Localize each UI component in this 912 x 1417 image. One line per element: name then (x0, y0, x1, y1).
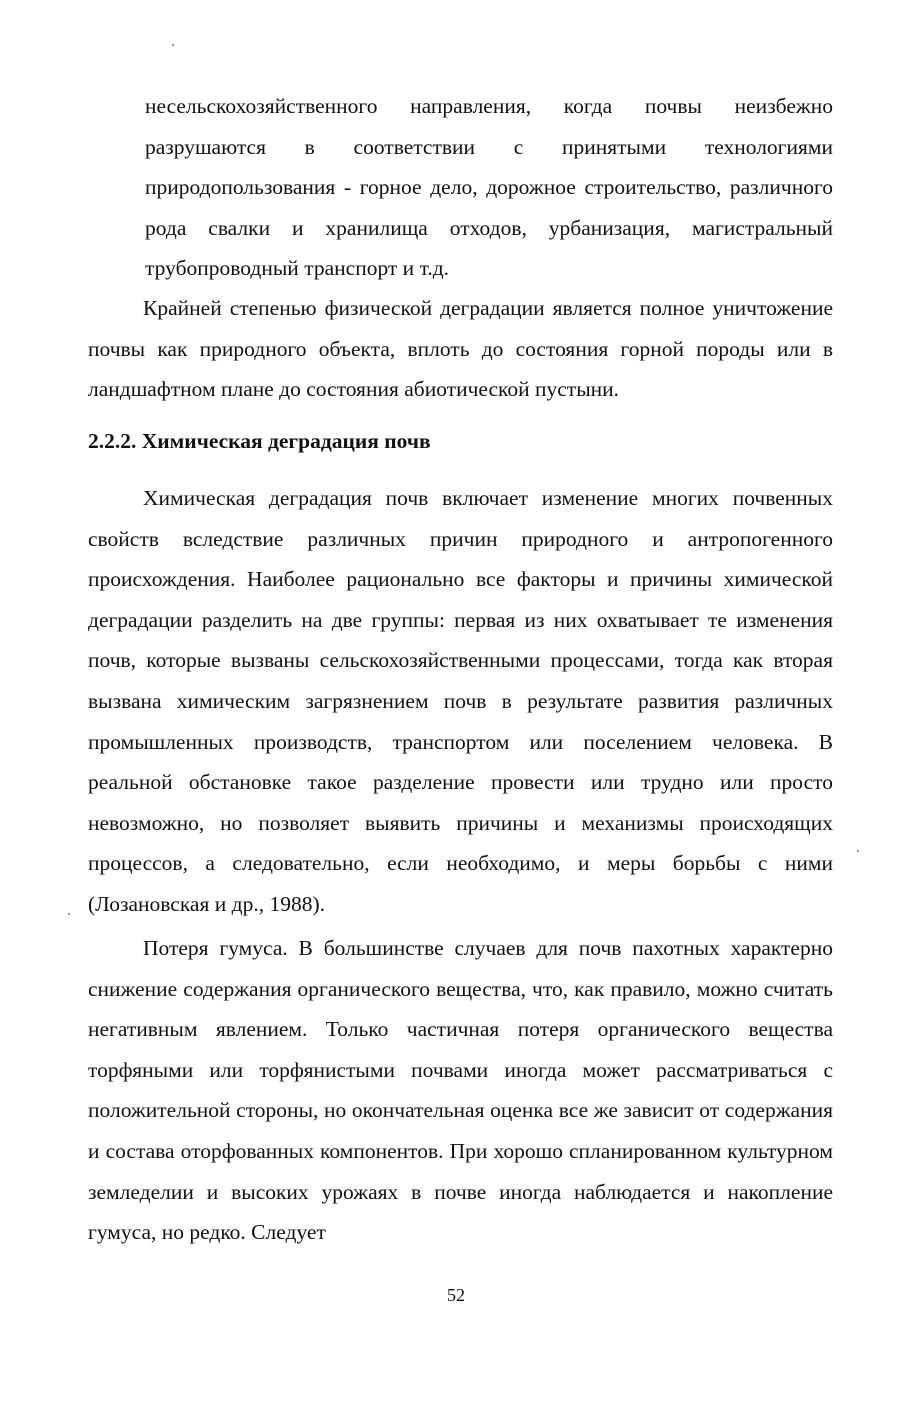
paragraph-humus-loss (88, 928, 833, 1253)
paragraph-chemical-degradation (88, 478, 833, 925)
page-number: 52 (447, 1285, 465, 1305)
paragraph-text: Крайней степенью физической деградации является полное уничтожение почвы как природного объекта, вплоть до состояния горной породы или в ландшафтном плане до состояния абиотической пустыни. (88, 296, 833, 402)
scan-speck (172, 44, 174, 46)
list-item-continuation: несельскохозяйственного направления, когда почвы неизбежно разрушаются в соответствии с принятыми технологиями природопользования - горное дело, дорожное строительство, различного рода свалки и хранилища отходов, урбанизация, магистральный трубопроводный транспорт и т.д. (145, 94, 833, 281)
paragraph-text: Потеря гумуса. В большинстве случаев для почв пахотных характерно снижение содержания органического вещества, что, как правило, можно считать негативным явлением. Только частичная потеря органического вещества торфяными или торфянистыми почвами иногда может рассматриваться с положительной стороны, но окончательная оценка все же зависит от содержания и состава оторфованных компонентов. При хорошо спланированном культурном земледелии и высоких урожаях в почве иногда наблюдается и накопление гумуса, но редко. Следует (88, 936, 833, 1245)
scan-speck (68, 913, 70, 915)
scan-speck (857, 850, 859, 852)
paragraph-text: Химическая деградация почв включает изменение многих почвенных свойств вследствие различных причин природного и антропогенного происхождения. Наиболее рационально все факторы и причины химической деградации разделить на две группы: первая из них охватывает те изменения почв, которые вызваны сельскохозяйственными процессами, тогда как вторая вызвана химическим загрязнением почв в результате развития различных промышленных производств, транспортом или поселением человека. В реальной обстановке такое разделение провести или трудно или просто невозможно, но позволяет выявить причины и механизмы происходящих процессов, а следовательно, если необходимо, и меры борьбы с ними (Лозановская и др., 1988). (88, 486, 833, 916)
paragraph-physical-degradation (88, 288, 833, 410)
section-heading: 2.2.2. Химическая деградация почв (88, 429, 431, 453)
